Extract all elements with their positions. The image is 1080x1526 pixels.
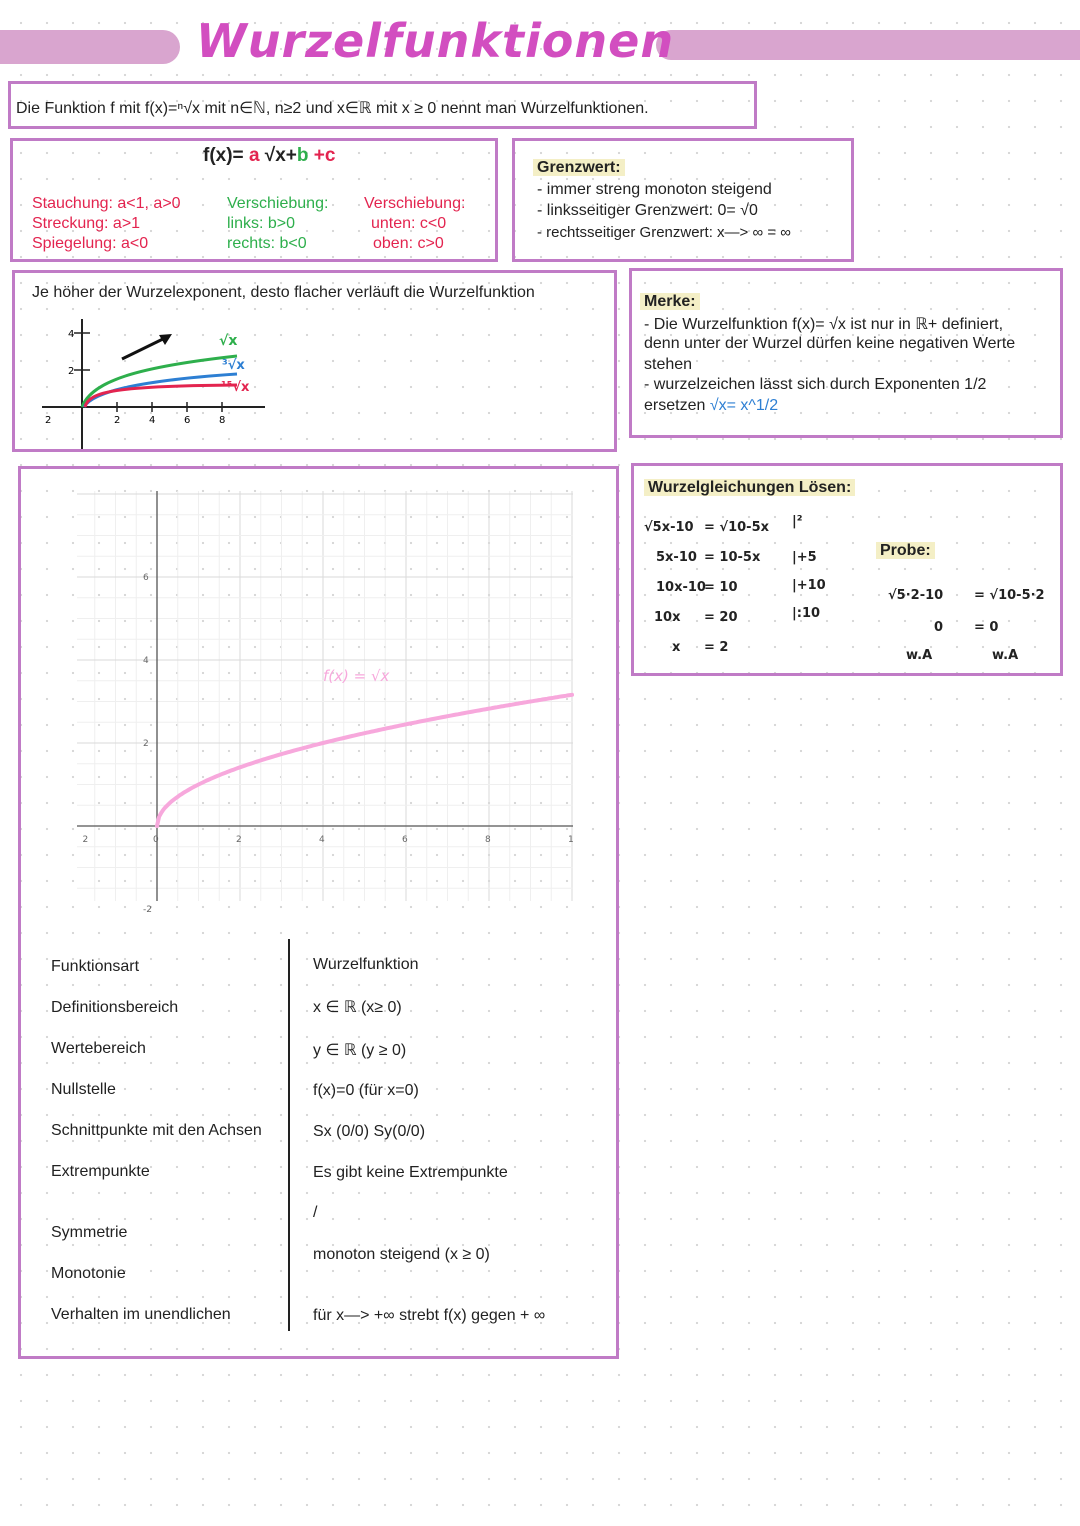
chart-x-tick-label: 4 <box>319 835 325 845</box>
sketch-x-tick-8: 8 <box>219 415 226 426</box>
table-val-1: Wurzelfunktion <box>313 956 419 973</box>
table-prop-2: Definitionsbereich <box>51 999 179 1016</box>
grenzwert-line-3: - rechtsseitiger Grenzwert: x—> ∞ = ∞ <box>537 224 791 241</box>
table-prop-7: Symmetrie <box>51 1224 128 1241</box>
grenzwert-box <box>512 138 854 262</box>
formula-b: b <box>296 145 309 166</box>
param-stauchung: Stauchung: a<1, a>0 <box>32 195 181 212</box>
definition-text: Die Funktion f mit f(x)=ⁿ√x mit n∈ℕ, n≥2 und x∈ℝ mit x ≥ 0 nennt man Wurzelfunktionen. <box>16 100 649 117</box>
formula-root: √x+ <box>264 145 297 166</box>
probe-row-2-left: 0 <box>934 620 944 635</box>
merke-heading: Merke: <box>640 293 700 311</box>
eq-row-1-op: |² <box>792 514 803 529</box>
formula-prefix: f(x)= <box>203 145 244 166</box>
page-title: Wurzelfunktionen <box>196 14 675 68</box>
grenzwert-heading: Grenzwert: <box>533 159 625 177</box>
chart-x-tick-label: 8 <box>485 835 491 845</box>
chart-x-tick-label: 0 <box>153 835 159 845</box>
merke-line-3: stehen <box>644 356 693 373</box>
sketch-x-tick-6: 6 <box>184 415 191 426</box>
eq-row-5-right: = 2 <box>704 640 729 655</box>
eq-row-3-op: |+10 <box>792 578 826 593</box>
eq-row-2-right: = 10-5x <box>704 550 761 565</box>
param-streckung: Streckung: a>1 <box>32 215 141 232</box>
exponent-note: Je höher der Wurzelexponent, desto flacher verläuft die Wurzelfunktion <box>32 284 535 301</box>
sketch-arrow <box>122 337 167 359</box>
probe-row-1-left: √5·2-10 <box>888 588 944 603</box>
table-val-8: monoton steigend (x ≥ 0) <box>313 1246 490 1263</box>
eq-row-3-right: = 10 <box>704 580 738 595</box>
chart-x-tick-label: 2 <box>82 835 89 845</box>
chart-annotation: f(x) = √x <box>323 666 390 685</box>
chart-y-tick-label: 4 <box>143 656 149 666</box>
formula-c: +c <box>313 145 336 166</box>
table-prop-8: Monotonie <box>51 1265 126 1282</box>
chart-x-tick-label: 2 <box>236 835 242 845</box>
param-verschiebung-oben: oben: c>0 <box>373 235 444 252</box>
root-sketch <box>37 311 277 451</box>
chart-y-tick-label: 2 <box>143 739 149 749</box>
sketch-y-tick-4: 4 <box>68 329 75 340</box>
graph-table-box <box>18 466 619 1359</box>
sketch-curve-15root <box>85 385 237 407</box>
eq-row-4-op: |:10 <box>792 606 821 621</box>
eq-row-2-left: 5x-10 <box>656 550 697 565</box>
eq-row-2-op: |+5 <box>792 550 817 565</box>
param-spiegelung: Spiegelung: a<0 <box>32 235 149 252</box>
sketch-label-15root: ¹⁵√x <box>221 380 250 395</box>
merke-box <box>629 268 1063 438</box>
header-banner-right <box>656 30 1080 60</box>
probe-row-1-right: = √10-5·2 <box>974 588 1045 603</box>
param-verschiebung-links: links: b>0 <box>227 215 296 232</box>
table-prop-4: Nullstelle <box>51 1081 116 1098</box>
merke-line-4: - wurzelzeichen lässt sich durch Exponenten 1/2 <box>644 376 987 393</box>
sketch-label-cuberoot: ³√x <box>222 358 245 373</box>
probe-row-2-right: = 0 <box>974 620 999 635</box>
param-verschiebung-unten: unten: c<0 <box>371 215 447 232</box>
table-val-4: f(x)=0 (für x=0) <box>313 1082 419 1099</box>
eq-row-1-right: = √10-5x <box>704 520 770 535</box>
table-val-5: Sx (0/0) Sy(0/0) <box>313 1123 426 1140</box>
merke-line-5: ersetzen √x= x^1/2 <box>644 397 779 414</box>
formula-a: a <box>248 145 260 166</box>
probe-row-3-left: w.A <box>906 648 933 663</box>
sqrt-chart <box>23 471 583 915</box>
param-verschiebung-c-title: Verschiebung: <box>364 195 466 212</box>
param-verschiebung-b-title: Verschiebung: <box>227 195 329 212</box>
table-val-7: / <box>313 1204 318 1221</box>
gleichungen-heading: Wurzelgleichungen Lösen: <box>644 479 855 497</box>
definition-box <box>8 81 757 129</box>
merke-line-1: - Die Wurzelfunktion f(x)= √x ist nur in ℝ+ definiert, <box>644 316 1004 333</box>
table-prop-3: Wertebereich <box>51 1040 146 1057</box>
sketch-x-tick-2: 2 <box>114 415 121 426</box>
table-divider <box>288 939 290 1331</box>
chart-x-tick-label: 1 <box>568 835 574 845</box>
table-prop-9: Verhalten im unendlichen <box>51 1306 231 1323</box>
gleichungen-box <box>631 463 1063 676</box>
table-prop-1: Funktionsart <box>51 958 140 975</box>
table-prop-6: Extrempunkte <box>51 1163 150 1180</box>
exponent-box <box>12 270 617 452</box>
probe-heading: Probe: <box>876 542 935 560</box>
table-val-6: Es gibt keine Extrempunkte <box>313 1164 508 1181</box>
grenzwert-line-2: - linksseitiger Grenzwert: 0= √0 <box>537 202 758 219</box>
grenzwert-line-1: - immer streng monoton steigend <box>537 181 772 198</box>
sketch-x-tick-neg: 2 <box>45 415 52 426</box>
sketch-y-tick-2: 2 <box>68 366 75 377</box>
chart-y-tick-label: 6 <box>143 573 149 583</box>
sketch-curve-cuberoot <box>84 374 237 407</box>
formula <box>203 145 335 167</box>
chart-y-tick-label: -2 <box>143 905 152 915</box>
table-val-3: y ∈ ℝ (y ≥ 0) <box>313 1042 407 1059</box>
eq-row-5-left: x <box>672 640 681 655</box>
table-val-2: x ∈ ℝ (x≥ 0) <box>313 999 402 1016</box>
sketch-x-tick-4: 4 <box>149 415 156 426</box>
eq-row-1-left: √5x-10 <box>644 520 694 535</box>
eq-row-4-left: 10x <box>654 610 681 625</box>
merke-line-2: denn unter der Wurzel dürfen keine negativen Werte <box>644 335 1016 352</box>
chart-x-tick-label: 6 <box>402 835 408 845</box>
probe-row-3-right: w.A <box>992 648 1019 663</box>
sketch-label-sqrt: √x <box>219 333 238 349</box>
eq-row-3-left: 10x-10 <box>656 580 706 595</box>
param-verschiebung-rechts: rechts: b<0 <box>227 235 307 252</box>
parameters-box <box>10 138 498 262</box>
table-val-9: für x—> +∞ strebt f(x) gegen + ∞ <box>313 1307 546 1324</box>
header-banner-left <box>0 30 180 64</box>
merke-exponent-form: √x= x^1/2 <box>709 397 779 414</box>
eq-row-4-right: = 20 <box>704 610 738 625</box>
table-prop-5: Schnittpunkte mit den Achsen <box>51 1122 262 1139</box>
